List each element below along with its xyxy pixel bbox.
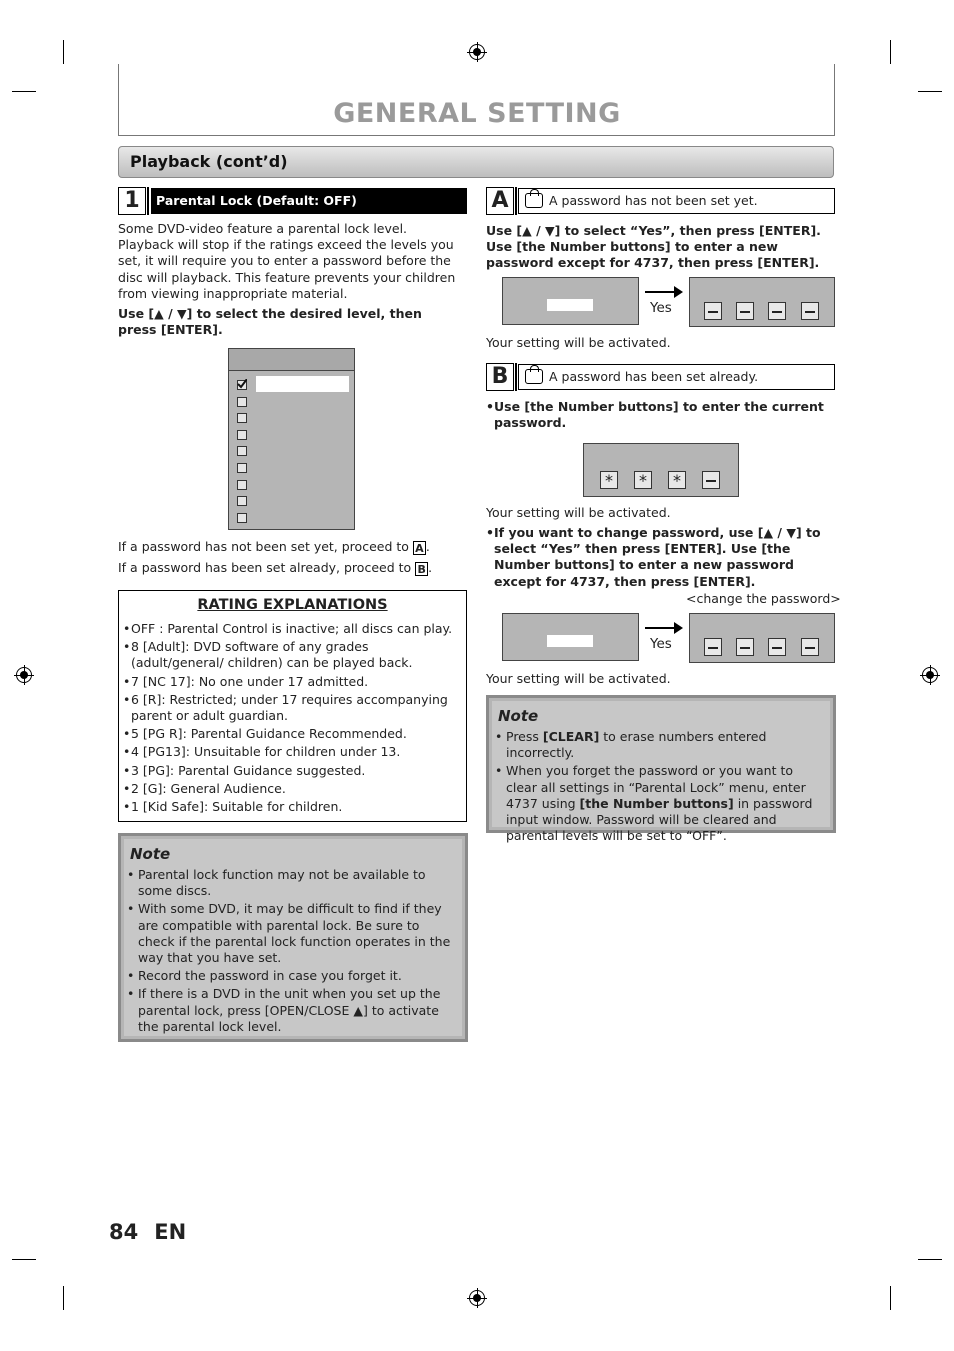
list-item: • Press [CLEAR] to erase numbers entered incorrectly. bbox=[495, 729, 825, 761]
rating-explanations-box bbox=[118, 590, 467, 822]
registration-mark-icon bbox=[922, 667, 938, 683]
note-list bbox=[127, 867, 457, 1037]
list-item: • 8 [Adult]: DVD software of any grades (adult/general/ children) can be played back. bbox=[123, 639, 461, 671]
list-item: • When you forget the password or you want to clear all settings in “Parental Lock” menu, enter 4737 using [the Number buttons] in password input window. Password will be cleared and parental levels will be set to “OFF”. bbox=[495, 763, 825, 844]
section-header bbox=[118, 146, 834, 178]
checkbox bbox=[237, 463, 247, 473]
step-b-key: B bbox=[415, 562, 428, 576]
masked-digit: * bbox=[668, 471, 686, 489]
list-item: • With some DVD, it may be difficult to find if they are compatible with parental lock. Be sure to check if the parental lock function operates in the way that you have set. bbox=[127, 901, 457, 966]
menu-highlight bbox=[547, 635, 593, 647]
instruction-text: Use [▲ / ▼] to select the desired level, then press [ENTER]. bbox=[118, 306, 422, 338]
language-label: EN bbox=[154, 1220, 187, 1244]
section-title: Playback (cont’d) bbox=[130, 152, 288, 171]
checkbox-checked bbox=[237, 380, 247, 390]
step-title: Parental Lock (Default: OFF) bbox=[151, 188, 467, 214]
registration-mark-icon bbox=[469, 44, 485, 60]
step-b-bullet-1: • Use [the Number buttons] to enter the current password. bbox=[486, 399, 824, 431]
masked-digit: * bbox=[600, 471, 618, 489]
checkbox bbox=[237, 446, 247, 456]
note-title: Note bbox=[130, 845, 171, 863]
password-digit bbox=[736, 302, 754, 320]
proceed-b-text: If a password has been set already, proceed to bbox=[118, 560, 412, 575]
proceed-b-line: If a password has been set already, proceed to B . bbox=[118, 560, 433, 576]
list-item: • Record the password in case you forget it. bbox=[127, 968, 457, 984]
new-password-screen bbox=[689, 613, 835, 663]
checkbox bbox=[237, 496, 247, 506]
step-b-badge: B bbox=[486, 363, 514, 391]
step-a-key: A bbox=[413, 541, 426, 555]
note-box-left bbox=[118, 833, 468, 1042]
crop-mark bbox=[12, 1259, 36, 1260]
password-digit bbox=[801, 302, 819, 320]
note-box-right bbox=[486, 695, 836, 844]
crop-mark bbox=[890, 1286, 891, 1310]
setting-activated-text: Your setting will be activated. bbox=[486, 505, 671, 520]
arrow-right-icon bbox=[645, 627, 679, 629]
password-digit bbox=[768, 302, 786, 320]
password-entry-screen bbox=[689, 277, 835, 327]
list-item: • OFF : Parental Control is inactive; all discs can play. bbox=[123, 621, 461, 637]
list-item: • Parental lock function may not be available to some discs. bbox=[127, 867, 457, 899]
checkbox bbox=[237, 413, 247, 423]
list-item: • 1 [Kid Safe]: Suitable for children. bbox=[123, 799, 461, 815]
step-b-label: A password has been set already. bbox=[549, 369, 759, 384]
crop-mark bbox=[890, 40, 891, 64]
menu-highlight bbox=[256, 376, 349, 392]
list-item: • 5 [PG R]: Parental Guidance Recommended. bbox=[123, 726, 461, 742]
list-item: • 2 [G]: General Audience. bbox=[123, 781, 461, 797]
list-item: • If there is a DVD in the unit when you set up the parental lock, press [OPEN/CLOSE ▲] to activate the parental lock level. bbox=[127, 986, 457, 1035]
registration-mark-icon bbox=[16, 667, 32, 683]
crop-mark bbox=[918, 1259, 942, 1260]
yes-label: Yes bbox=[650, 300, 672, 316]
password-digit bbox=[736, 638, 754, 656]
current-password-screen bbox=[583, 443, 739, 497]
checkbox bbox=[237, 430, 247, 440]
confirm-screen bbox=[502, 277, 639, 325]
crop-mark bbox=[918, 91, 942, 92]
password-digit bbox=[704, 638, 722, 656]
note-list bbox=[495, 729, 825, 846]
step-a-label: A password has not been set yet. bbox=[549, 193, 758, 208]
rating-title: RATING EXPLANATIONS bbox=[197, 597, 388, 613]
registration-mark-icon bbox=[469, 1290, 485, 1306]
yes-label: Yes bbox=[650, 636, 672, 652]
setting-activated-text: Your setting will be activated. bbox=[486, 671, 671, 686]
menu-highlight bbox=[547, 299, 593, 311]
crop-mark bbox=[12, 91, 36, 92]
intro-paragraph: Some DVD-video feature a parental lock level. Playback will stop if the ratings exceed the levels you set, it will require you to enter a password before the disc will playback. This feature prevents your children from viewing inappropriate material. bbox=[118, 221, 456, 301]
lock-open-icon bbox=[525, 193, 543, 208]
step-a-instruction: Use [▲ / ▼] to select “Yes”, then press [ENTER]. Use [the Number buttons] to enter a new password except for 4737, then press [ENTER]. bbox=[486, 223, 821, 271]
crop-mark bbox=[63, 1286, 64, 1310]
step-number-badge: 1 bbox=[118, 187, 146, 215]
step-b-bullet-2: • If you want to change password, use [▲ / ▼] to select “Yes” then press [ENTER]. Use [the Number buttons] to enter a new password except for 4737, then press [ENTER]. bbox=[486, 525, 821, 589]
password-digit bbox=[768, 638, 786, 656]
rating-list bbox=[123, 621, 461, 817]
arrow-right-icon bbox=[645, 291, 679, 293]
note-title: Note bbox=[498, 707, 539, 725]
page-title: GENERAL SETTING bbox=[333, 98, 621, 129]
password-digit bbox=[704, 302, 722, 320]
check-icon bbox=[237, 379, 247, 389]
lock-closed-icon bbox=[525, 369, 543, 384]
step-b-label-box bbox=[518, 364, 835, 390]
password-digit bbox=[702, 471, 720, 489]
crop-mark bbox=[63, 40, 64, 64]
page-number: 84 EN bbox=[109, 1220, 187, 1244]
step-a-label-box bbox=[518, 188, 835, 214]
list-item: • 7 [NC 17]: No one under 17 admitted. bbox=[123, 674, 461, 690]
change-password-caption: <change the password> bbox=[686, 591, 841, 606]
step-a-badge: A bbox=[486, 187, 514, 215]
checkbox bbox=[237, 480, 247, 490]
proceed-a-text: If a password has not been set yet, proceed to bbox=[118, 539, 409, 554]
proceed-a-line: If a password has not been set yet, proceed to A . bbox=[118, 539, 430, 555]
setting-activated-text: Your setting will be activated. bbox=[486, 335, 671, 350]
checkbox bbox=[237, 513, 247, 523]
list-item: • 6 [R]: Restricted; under 17 requires accompanying parent or adult guardian. bbox=[123, 692, 461, 724]
parental-level-menu bbox=[228, 348, 355, 530]
list-item: • 3 [PG]: Parental Guidance suggested. bbox=[123, 763, 461, 779]
list-item: • 4 [PG13]: Unsuitable for children under 13. bbox=[123, 744, 461, 760]
confirm-screen bbox=[502, 613, 639, 661]
password-digit bbox=[801, 638, 819, 656]
menu-header bbox=[229, 349, 354, 371]
checkbox bbox=[237, 397, 247, 407]
masked-digit: * bbox=[634, 471, 652, 489]
